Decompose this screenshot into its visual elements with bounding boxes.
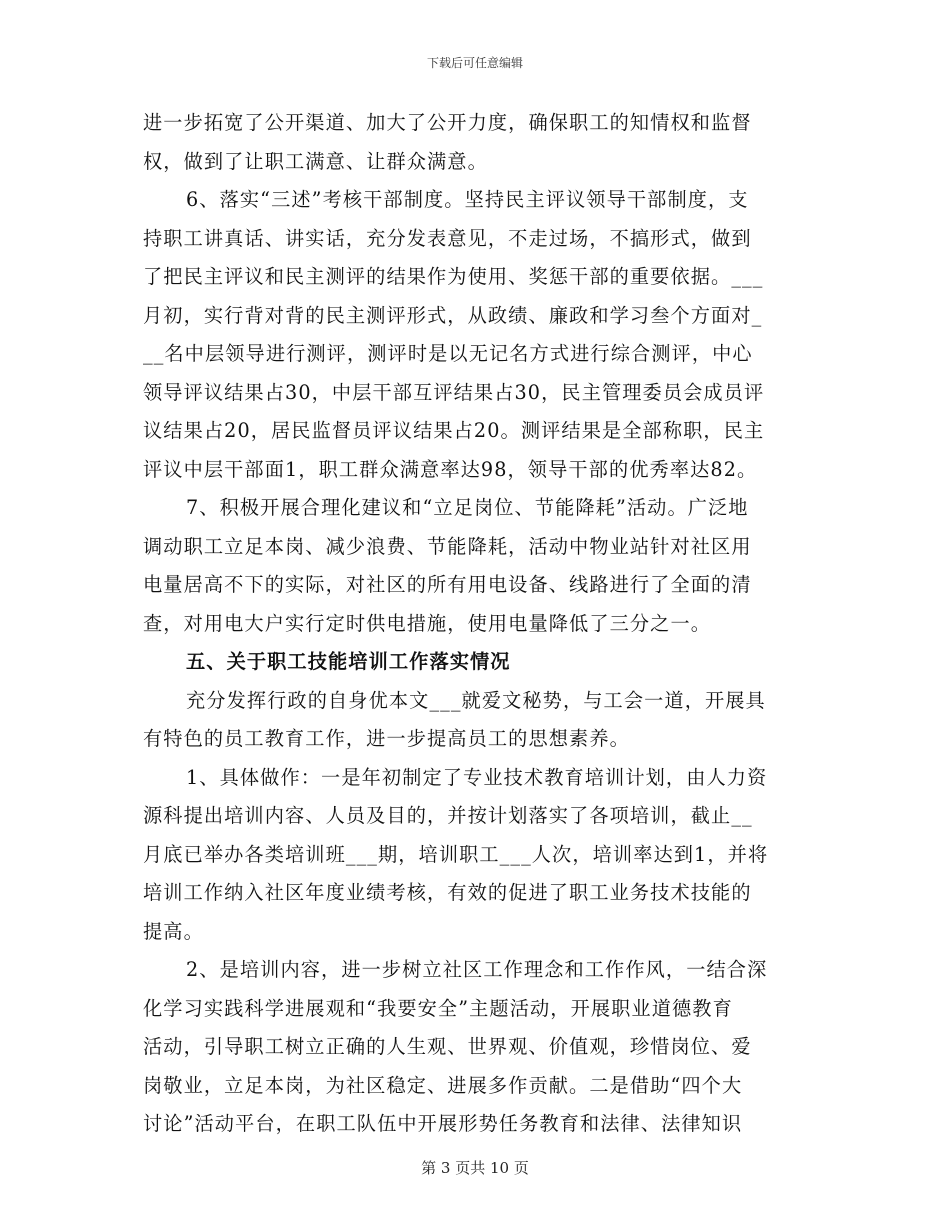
body-line: 7、积极开展合理化建议和“立足岗位、节能降耗”活动。广泛地 — [186, 496, 749, 519]
body-line: 6、落实“三述”考核干部制度。坚持民主评议领导干部制度，支 — [186, 188, 749, 211]
body-line: 充分发挥行政的自身优本文___就爱文秘势，与工会一道，开展具 — [186, 688, 766, 712]
body-line: 月底已举办各类培训班___期，培训职工___人次，培训率达到1，并将 — [143, 842, 769, 866]
page-footer: 第 3 页共 10 页 — [421, 1159, 529, 1177]
body-line: 调动职工立足本岗、减少浪费、节能降耗，活动中物业站针对社区用 — [143, 534, 752, 558]
body-line: 权，做到了让职工满意、让群众满意。 — [143, 149, 488, 173]
body-line: 领导评议结果占30，中层干部互评结果占30，民主管理委员会成员评 — [143, 380, 765, 404]
body-line: 化学习实践科学进展观和“我要安全”主题活动，开展职业道德教育 — [143, 996, 733, 1020]
body-line: 了把民主评议和民主测评的结果作为使用、奖惩干部的重要依据。___ — [143, 265, 764, 288]
body-line: 持职工讲真话、讲实话，充分发表意见，不走过场，不搞形式，做到 — [143, 226, 752, 250]
body-line: 查，对用电大户实行定时供电措施，使用电量降低了三分之一。 — [143, 611, 712, 635]
body-line: 提高。 — [143, 919, 204, 943]
body-line: 进一步拓宽了公开渠道、加大了公开力度，确保职工的知情权和监督 — [143, 111, 752, 134]
document-body — [143, 104, 808, 1144]
body-line: 源科提出培训内容、人员及目的，并按计划落实了各项培训，截止__ — [143, 804, 753, 827]
page-header: 下载后可任意编辑 — [426, 56, 523, 70]
section-heading: 五、关于职工技能培训工作落实情况 — [186, 650, 511, 673]
body-line: 讨论”活动平台，在职工队伍中开展形势任务教育和法律、法律知识 — [143, 1112, 743, 1135]
body-line: 活动，引导职工树立正确的人生观、世界观、价值观，珍惜岗位、爱 — [143, 1035, 752, 1058]
body-line: 有特色的员工教育工作，进一步提高员工的思想素养。 — [143, 727, 630, 750]
body-line: 月初，实行背对背的民主测评形式，从政绩、廉政和学习叁个方面对_ — [143, 303, 763, 327]
body-line: 评议中层干部面1，职工群众满意率达98，领导干部的优秀率达82。 — [143, 457, 758, 481]
body-line: 培训工作纳入社区年度业绩考核，有效的促进了职工业务技术技能的 — [143, 881, 752, 904]
body-line: 议结果占20，居民监督员评议结果占20。测评结果是全部称职，民主 — [143, 419, 765, 442]
body-line: 岗敬业，立足本岗，为社区稳定、进展多作贡献。二是借助“四个大 — [143, 1073, 743, 1097]
body-line: 1、具体做作：一是年初制定了专业技术教育培训计划，由人力资 — [186, 765, 768, 789]
body-line: 2、是培训内容，进一步树立社区工作理念和工作作风，一结合深 — [186, 958, 768, 981]
body-line: 电量居高不下的实际，对社区的所有用电设备、线路进行了全面的清 — [143, 573, 752, 596]
body-line: __名中层领导进行测评，测评时是以无记名方式进行综合测评，中心 — [143, 342, 753, 365]
